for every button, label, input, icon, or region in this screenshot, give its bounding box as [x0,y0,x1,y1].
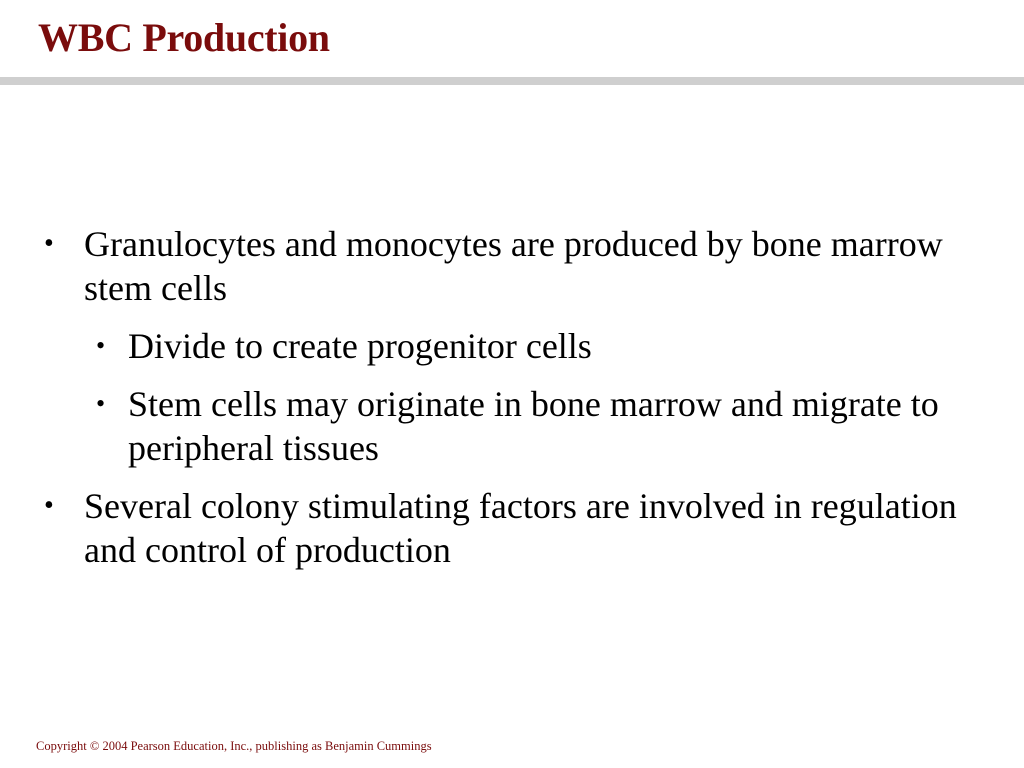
bullet-icon: • [96,389,106,418]
bullet-icon: • [96,331,106,360]
bullet-item [0,222,1024,310]
title-divider [0,77,1024,85]
sub-bullet-item [0,382,1024,470]
bullet-text: Granulocytes and monocytes are produced by bone marrow stem cells [84,224,943,308]
bullet-text: Divide to create progenitor cells [128,326,592,366]
copyright-footer: Copyright © 2004 Pearson Education, Inc., publishing as Benjamin Cummings [36,739,432,753]
slide-title: WBC Production [38,15,330,60]
bullet-list [0,222,1024,586]
bullet-text: Several colony stimulating factors are involved in regulation and control of production [84,486,957,570]
bullet-icon: • [44,490,54,521]
bullet-text: Stem cells may originate in bone marrow and migrate to peripheral tissues [128,384,939,468]
sub-bullet-item [0,324,1024,368]
bullet-item [0,484,1024,572]
bullet-icon: • [44,228,54,259]
